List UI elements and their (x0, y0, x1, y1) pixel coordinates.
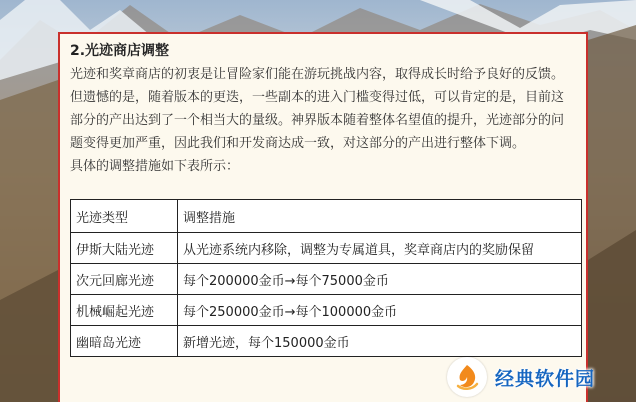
paragraph-line: 但遗憾的是，随着版本的更迭，一些副本的进入门槛变得过低，可以肯定的是，目前这 (70, 90, 565, 105)
table-cell-measure: 新增光迹，每个150000金币 (178, 326, 582, 357)
paragraph-line: 部分的产出达到了一个相当大的量级。神界版本随着整体名望值的提升，光迹部分的问 (70, 113, 565, 128)
table-cell-type: 次元回廊光迹 (71, 264, 178, 295)
table-cell-measure: 每个200000金币→每个75000金币 (178, 264, 582, 295)
table-row (71, 295, 582, 326)
watermark-text: 经典软件园 (495, 367, 596, 390)
section-heading: 2.光迹商店调整 (70, 43, 170, 59)
watermark-logo (447, 356, 632, 398)
table-header-row (71, 200, 582, 233)
table-row (71, 264, 582, 295)
paragraph-line: 具体的调整措施如下表所示： (70, 159, 240, 174)
section-paragraph (70, 63, 576, 178)
table-cell-type: 伊斯大陆光迹 (71, 233, 178, 264)
table-cell-type: 幽暗岛光迹 (71, 326, 178, 357)
paragraph-line: 题变得更加严重，因此我们和开发商达成一致，对这部分的产出进行整体下调。 (70, 136, 526, 151)
table-row (71, 233, 582, 264)
table-row (71, 326, 582, 357)
paragraph-line: 光迹和奖章商店的初衷是让冒险家们能在游玩挑战内容，取得成长时给予良好的反馈。 (70, 67, 565, 82)
table-header-cell: 调整措施 (178, 200, 582, 233)
flame-swirl-logo-icon (447, 357, 487, 397)
adjustment-table (70, 199, 582, 357)
table-header-cell: 光迹类型 (71, 200, 178, 233)
content-panel (58, 32, 588, 402)
table-cell-measure: 从光迹系统内移除，调整为专属道具，奖章商店内的奖励保留 (178, 233, 582, 264)
table-cell-measure: 每个250000金币→每个100000金币 (178, 295, 582, 326)
table-cell-type: 机械崛起光迹 (71, 295, 178, 326)
